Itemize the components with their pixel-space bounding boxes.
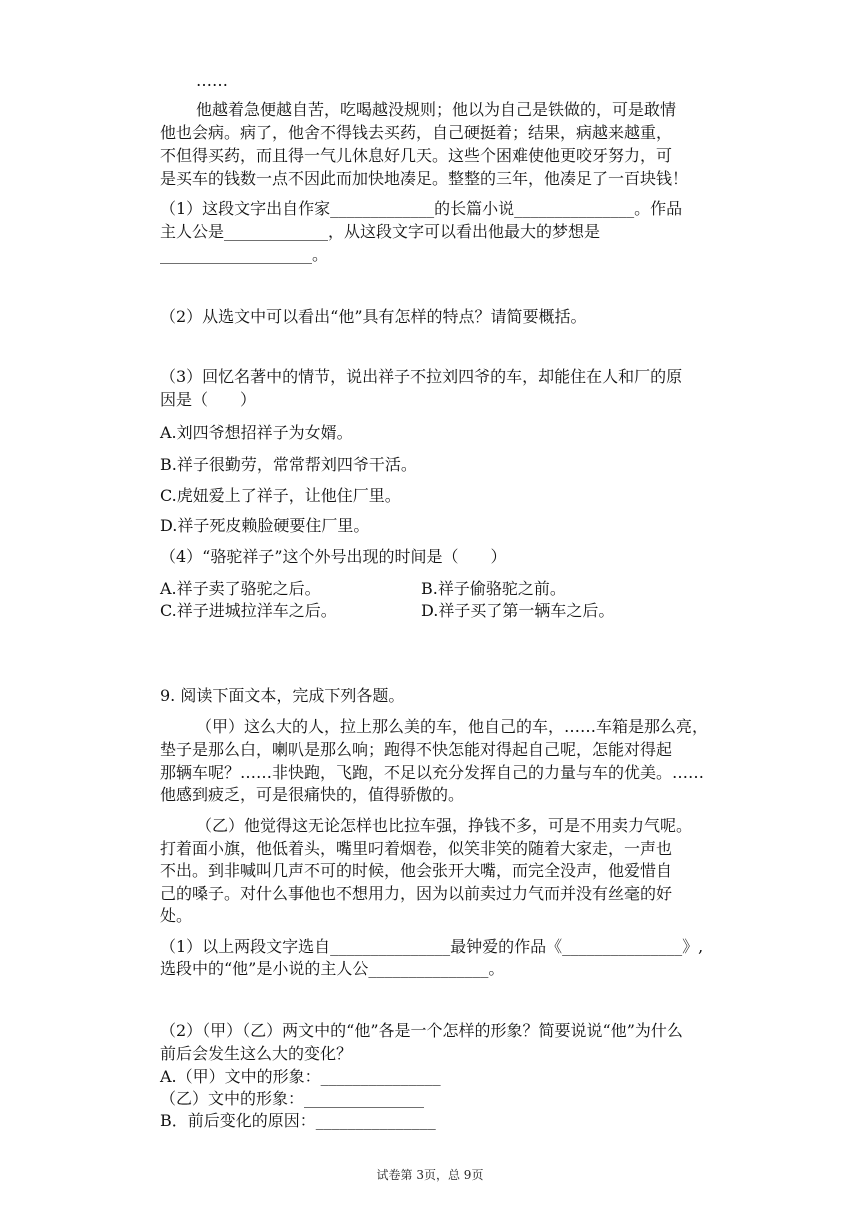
question-line: 因是（ ） <box>160 390 257 409</box>
question-4: （4）“骆驼祥子”这个外号出现的时间是（ ） <box>160 547 507 566</box>
passage-line: 他也会病。病了，他舍不得钱去买药，自己硬挺着；结果，病越来越重， <box>160 123 673 142</box>
question-line: （1）以上两段文字选自_______________最钟爱的作品《_______________》, <box>160 937 704 956</box>
question-line: ___________________。 <box>160 245 329 264</box>
option-d: D.祥子买了第一辆车之后。 <box>421 601 615 620</box>
passage-line: （甲）这么大的人，拉上那么美的车，他自己的车，……车箱是那么亮， <box>196 717 709 736</box>
passage-line: 是买车的钱数一点不因此而加快地凑足。整整的三年，他凑足了一百块钱！ <box>160 169 689 188</box>
option-a: A.祥子卖了骆驼之后。 <box>160 579 321 598</box>
passage-line: 处。 <box>160 906 193 925</box>
option-b: B.祥子偷骆驼之前。 <box>421 579 566 598</box>
question-line: （3）回忆名著中的情节，说出祥子不拉刘四爷的车，却能住在人和厂的原 <box>160 367 683 386</box>
page-footer: 试卷第 3页，总 9页 <box>376 1168 484 1182</box>
question-line: （2）（甲）（乙）两文中的“他”各是一个怎样的形象？简要说说“他”为什么 <box>160 1021 683 1040</box>
question-line: （1）这段文字出自作家_____________的长篇小说_______________。作品 <box>160 199 683 218</box>
question-9-title: 9. 阅读下面文本，完成下列各题。 <box>160 686 405 705</box>
passage-line: 垫子是那么白，喇叭是那么响；跑得不快怎能对得起自己呢，怎能对得起 <box>160 740 673 759</box>
passage-line: 打着面小旗，他低着头，嘴里叼着烟卷，似笑非笑的随着大家走，一声也 <box>160 839 673 858</box>
question-2: （2）从选文中可以看出“他”具有怎样的特点？请简要概括。 <box>160 307 587 326</box>
passage-line: 那辆车呢？……非快跑，飞跑，不足以充分发挥自己的力量与车的优美。…… <box>160 763 705 782</box>
question-line: 主人公是_____________，从这段文字可以看出他最大的梦想是 <box>160 222 601 241</box>
option-d: D.祥子死皮赖脸硬要住厂里。 <box>160 516 370 535</box>
answer-line: （乙）文中的形象：_______________ <box>160 1089 425 1108</box>
answer-line: A.（甲）文中的形象：_______________ <box>160 1067 441 1086</box>
option-c: C.祥子进城拉洋车之后。 <box>160 601 337 620</box>
passage-line: 不出。到非喊叫几声不可的时候，他会张开大嘴，而完全没声，他爱惜自 <box>160 861 673 880</box>
passage-line: 他感到疲乏，可是很痛快的，值得骄傲的。 <box>160 785 465 804</box>
question-line: 前后会发生这么大的变化？ <box>160 1044 353 1063</box>
option-b: B.祥子很勤劳，常常帮刘四爷干活。 <box>160 455 417 474</box>
question-line: 选段中的“他”是小说的主人公_______________。 <box>160 959 505 978</box>
option-a: A.刘四爷想招祥子为女婿。 <box>160 423 353 442</box>
answer-line: B．前后变化的原因：_______________ <box>160 1111 436 1130</box>
passage-line: 不但得买药，而且得一气儿休息好几天。这些个困难使他更咬牙努力，可 <box>160 146 673 165</box>
passage-line: （乙）他觉得这无论怎样也比拉车强，挣钱不多，可是不用卖力气呢。 <box>196 816 693 835</box>
passage-line: 己的嗓子。对什么事他也不想用力，因为以前卖过力气而并没有丝毫的好 <box>160 884 673 903</box>
passage-line: 他越着急便越自苦，吃喝越没规则；他以为自己是铁做的，可是敢情 <box>196 100 677 119</box>
ellipsis: …… <box>196 71 228 90</box>
option-c: C.虎妞爱上了祥子，让他住厂里。 <box>160 486 401 505</box>
